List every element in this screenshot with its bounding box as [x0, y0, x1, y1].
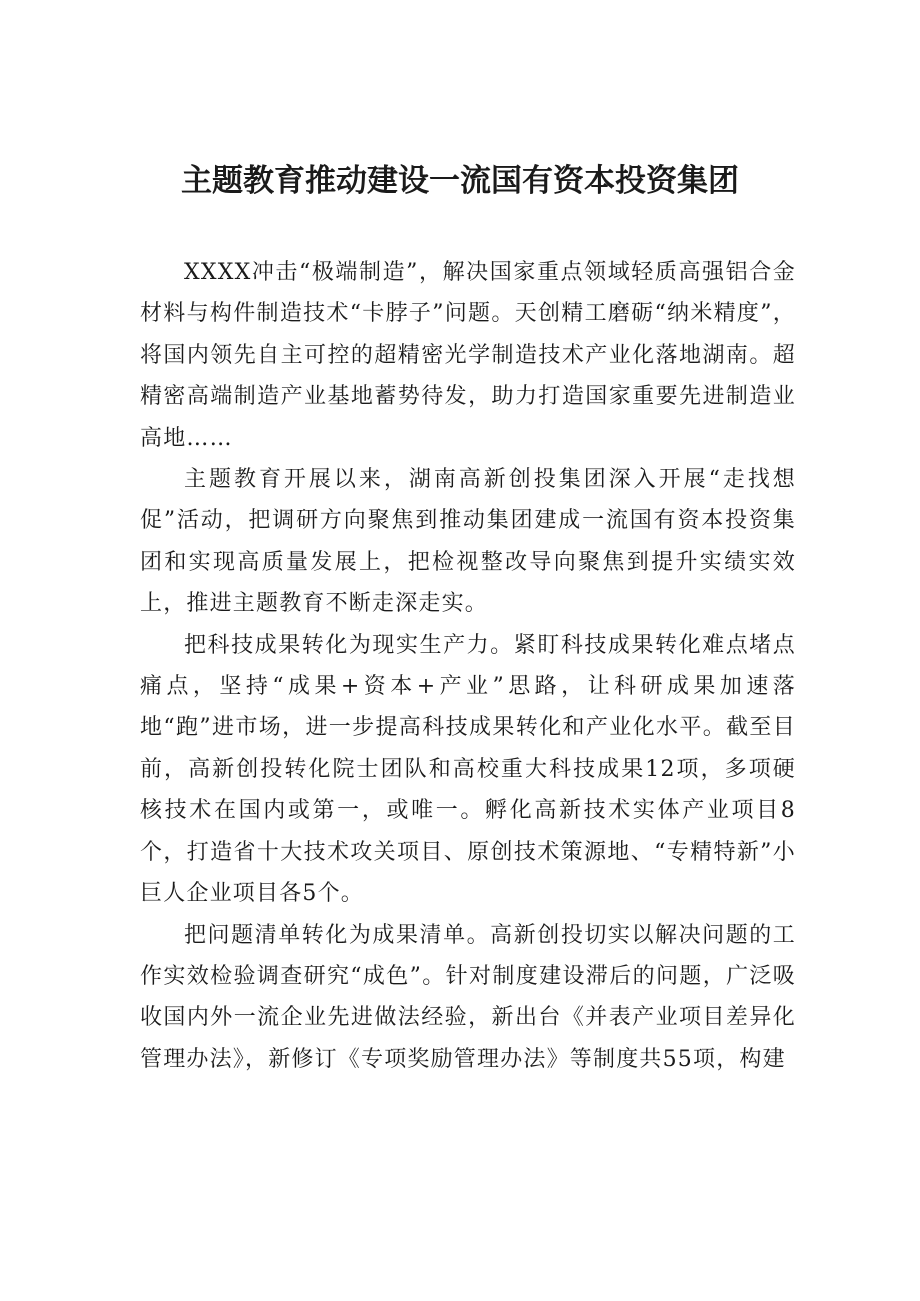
- paragraph-tech-transfer: 把科技成果转化为现实生产力。紧盯科技成果转化难点堵点痛点，坚持“成果+资本+产业”思路，让科研成果加速落地“跑”进市场，进一步提高科技成果转化和产业化水平。截至目前，高新创投转化院士团队和高校重大科技成果12项，多项硬核技术在国内或第一，或唯一。孵化高新技术实体产业项目8个，打造省十大技术攻关项目、原创技术策源地、“专精特新”小巨人企业项目各5个。: [140, 632, 796, 907]
- document-body: [140, 252, 796, 1080]
- document-title: 主题教育推动建设一流国有资本投资集团: [181, 163, 739, 199]
- paragraph-overview: 主题教育开展以来，湖南高新创投集团深入开展“走找想促”活动，把调研方向聚焦到推动集团建成一流国有资本投资集团和实现高质量发展上，把检视整改导向聚焦到提升实绩实效上，推进主题教育不断走深走实。: [140, 467, 796, 617]
- paragraph-problem-list: 把问题清单转化为成果清单。高新创投切实以解决问题的工作实效检验调查研究“成色”。针对制度建设滞后的问题，广泛吸收国内外一流企业先进做法经验，新出台《并表产业项目差异化管理办法》，新修订《专项奖励管理办法》等制度共55项，构建: [140, 922, 796, 1072]
- paragraph-intro: XXXX冲击“极端制造”，解决国家重点领域轻质高强铝合金材料与构件制造技术“卡脖子”问题。天创精工磨砺“纳米精度”，将国内领先自主可控的超精密光学制造技术产业化落地湖南。超精密高端制造产业基地蓄势待发，助力打造国家重要先进制造业高地……: [140, 260, 796, 451]
